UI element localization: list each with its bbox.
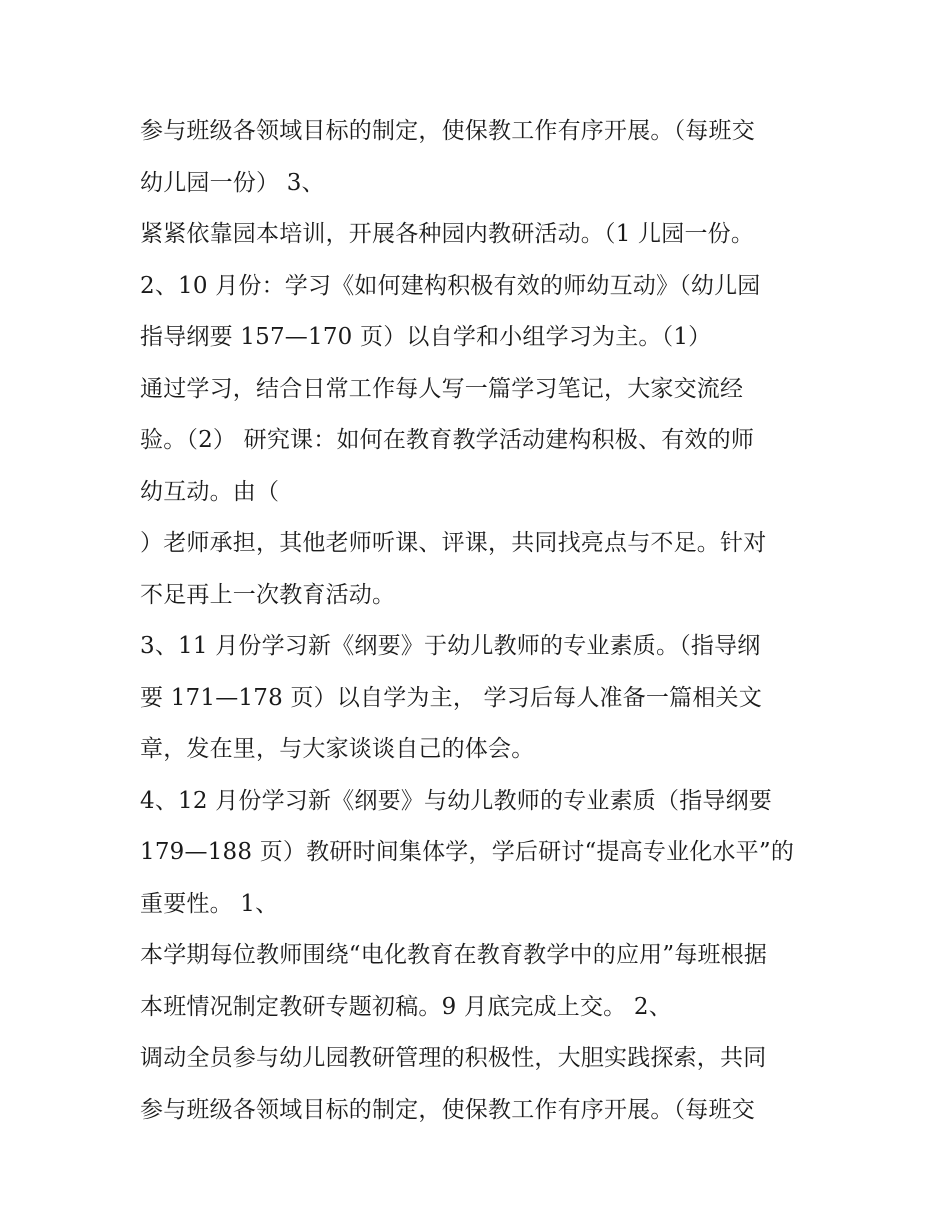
text-line: 要 171—178 页）以自学为主， 学习后每人准备一篇相关文 [140, 684, 762, 711]
text-line: 不足再上一次教育活动。 [140, 581, 396, 608]
text-line: 重要性。 1、 [140, 890, 279, 917]
text-line: 紧紧依靠园本培训，开展各种园内教研活动。（1 儿园一份。 [140, 221, 755, 247]
text-line: ）老师承担，其他老师听课、评课，共同找亮点与不足。针对 [140, 530, 767, 556]
text-line: 幼互动。由（ [140, 478, 280, 505]
text-line: 本学期每位教师围绕“电化教育在教育教学中的应用”每班根据 [140, 942, 768, 968]
text-line: 3、11 月份学习新《纲要》于幼儿教师的专业素质。（指导纲 [140, 633, 761, 659]
text-line: 调动全员参与幼儿园教研管理的积极性，大胆实践探索，共同 [140, 1045, 767, 1071]
text-line: 通过学习，结合日常工作每人写一篇学习笔记，大家交流经 [140, 375, 744, 402]
text-line: 2、10 月份：学习《如何建构积极有效的师幼互动》（幼儿园 [140, 272, 761, 299]
text-line: 验。（2） 研究课：如何在教育教学活动建构积极、有效的师 [140, 427, 755, 453]
text-line: 章，发在里，与大家谈谈自己的体会。 [140, 736, 535, 762]
text-line: 参与班级各领域目标的制定，使保教工作有序开展。（每班交 [140, 1096, 755, 1123]
text-line: 179—188 页）教研时间集体学，学后研讨“提高专业化水平”的 [140, 839, 795, 865]
text-line: 指导纲要 157—170 页）以自学和小组学习为主。（1） [140, 324, 712, 350]
document-body [140, 106, 840, 1136]
text-line: 本班情况制定教研专题初稿。9 月底完成上交。 2、 [140, 993, 672, 1020]
text-line: 4、12 月份学习新《纲要》与幼儿教师的专业素质（指导纲要 [140, 787, 773, 814]
text-line: 幼儿园一份） 3、 [140, 169, 325, 196]
text-line: 参与班级各领域目标的制定，使保教工作有序开展。（每班交 [140, 118, 755, 144]
